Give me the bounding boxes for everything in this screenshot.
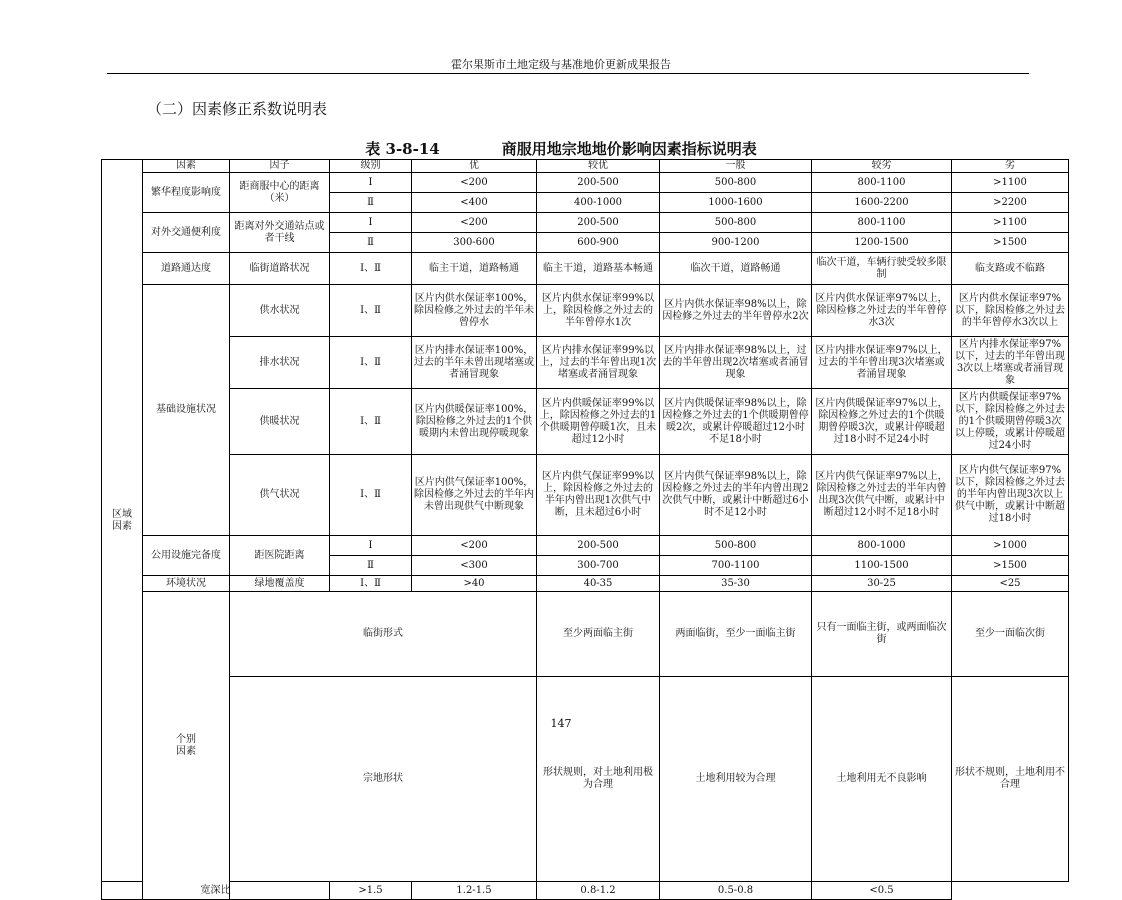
group-individual: 个别 因素 [143,592,230,900]
individual-parcel-shape: 宗地形状 [230,677,537,882]
value-cell: 临支路或不临路 [952,253,1069,285]
value-cell: 900-1200 [660,233,812,253]
value-cell: <25 [952,576,1069,592]
group-regional: 区域 因素 [102,160,143,882]
value-cell: 区片内供气保证率97%以下，除因检修之外过去的半年内曾出现3次以上供气中断，或累计中断超过18小时 [952,455,1069,536]
value-cell: 至少一面临次街 [952,592,1069,677]
level-cell: Ⅰ [330,536,412,556]
value-cell: 0.5-0.8 [660,882,812,900]
value-cell: 0.8-1.2 [537,882,660,900]
value-cell: 800-1000 [812,536,952,556]
value-cell: 300-600 [412,233,537,253]
factor-road-access: 道路通达度 [143,253,230,285]
value-cell: 500-800 [660,173,812,193]
value-cell: 区片内供水保证率99%以上，除因检修之外过去的半年曾停水1次 [537,285,660,337]
col-bad: 劣 [952,160,1069,173]
individual-width-depth: 宽深比 [102,882,330,900]
table-header-row [102,160,1069,173]
col-subfactor: 因子 [230,160,330,173]
level-cell: Ⅰ、Ⅱ [330,285,412,337]
value-cell: 区片内供气保证率97%以上，除因检修之外过去的半年内曾出现3次供气中断，或累计中断超过12小时不足18小时 [812,455,952,536]
value-cell: 区片内供气保证率100%，除因检修之外过去的半年内未曾出现供气中断现象 [412,455,537,536]
value-cell: >2200 [952,193,1069,213]
value-cell: 1.2-1.5 [412,882,537,900]
col-excellent: 优 [412,160,537,173]
value-cell: 区片内供暖保证率100%，除因检修之外过去的1个供暖期内未曾出现停暖现象 [412,389,537,455]
subfactor-hospital-distance: 距医院距离 [230,536,330,576]
factor-environment: 环境状况 [143,576,230,592]
value-cell: 至少两面临主街 [537,592,660,677]
value-cell: <200 [412,536,537,556]
value-cell: 200-500 [537,173,660,193]
col-level: 级别 [330,160,412,173]
table-row [102,536,1069,556]
value-cell: 临主干道，道路基本畅通 [537,253,660,285]
value-cell: 区片内供水保证率100%，除因检修之外过去的半年未曾停水 [412,285,537,337]
value-cell: >1500 [952,233,1069,253]
table-row [102,389,1069,455]
table-row [102,337,1069,389]
value-cell: 区片内排水保证率98%以上，过去的半年曾出现2次堵塞或者涌冒现象 [660,337,812,389]
value-cell: 区片内供气保证率99%以上，除因检修之外过去的半年内曾出现1次供气中断，且未超过6小时 [537,455,660,536]
subfactor-heating: 供暖状况 [230,389,330,455]
table-row [102,576,1069,592]
value-cell: 400-1000 [537,193,660,213]
value-cell: <200 [412,173,537,193]
subfactor-distance-commercial: 距商服中心的距离（米） [230,173,330,213]
value-cell: 临次干道，车辆行驶受较多限制 [812,253,952,285]
value-cell: 形状不规则，土地利用不合理 [952,677,1069,882]
factor-infrastructure: 基础设施状况 [143,285,230,536]
page-number: 147 [550,717,572,730]
value-cell: 1600-2200 [812,193,952,213]
header-rule [107,73,1029,74]
table-title: 商服用地宗地地价影响因素指标说明表 [501,140,757,158]
value-cell: >1000 [952,536,1069,556]
subfactor-street-condition: 临街道路状况 [230,253,330,285]
factor-public-facilities: 公用设施完备度 [143,536,230,576]
value-cell: 200-500 [537,213,660,233]
value-cell: 500-800 [660,536,812,556]
individual-frontage: 临街形式 [230,592,537,677]
level-cell: Ⅱ [330,233,412,253]
table-row [102,592,1069,677]
value-cell: 区片内供水保证率98%以上，除因检修之外过去的半年曾停水2次 [660,285,812,337]
table-row [102,285,1069,337]
level-cell: Ⅰ [330,213,412,233]
value-cell: 区片内排水保证率97%以下，过去的半年曾出现3次以上堵塞或者涌冒现象 [952,337,1069,389]
value-cell: >40 [412,576,537,592]
level-cell: Ⅰ、Ⅱ [330,253,412,285]
level-cell: Ⅰ、Ⅱ [330,455,412,536]
col-poor: 较劣 [812,160,952,173]
col-average: 一般 [660,160,812,173]
value-cell: 两面临街，至少一面临主街 [660,592,812,677]
value-cell: 1100-1500 [812,556,952,576]
table-row [102,677,1069,882]
value-cell: <300 [412,556,537,576]
value-cell: 800-1100 [812,173,952,193]
table-caption [0,138,1122,159]
value-cell: <0.5 [812,882,952,900]
value-cell: 1200-1500 [812,233,952,253]
subfactor-distance-transport: 距离对外交通站点或者干线 [230,213,330,253]
value-cell: >1100 [952,173,1069,193]
level-cell: Ⅰ、Ⅱ [330,389,412,455]
value-cell: <400 [412,193,537,213]
value-cell: 只有一面临主街，或两面临次街 [812,592,952,677]
value-cell: 700-1100 [660,556,812,576]
value-cell: 200-500 [537,536,660,556]
running-header: 霍尔果斯市土地定级与基准地价更新成果报告 [451,58,671,71]
factor-traffic: 对外交通便利度 [143,213,230,253]
table-row [102,253,1069,285]
value-cell: 临次干道，道路畅通 [660,253,812,285]
value-cell: >1.5 [330,882,412,900]
subfactor-green-coverage: 绿地覆盖度 [230,576,330,592]
value-cell: 形状规则，对土地利用极为合理 [537,677,660,882]
value-cell: 600-900 [537,233,660,253]
col-factor: 因素 [143,160,230,173]
level-cell: Ⅰ、Ⅱ [330,576,412,592]
value-cell: 区片内排水保证率100%，过去的半年未曾出现堵塞或者涌冒现象 [412,337,537,389]
value-cell: 800-1100 [812,213,952,233]
factor-table [101,159,1069,900]
value-cell: 区片内供水保证率97%以下，除因检修之外过去的半年曾停水3次以上 [952,285,1069,337]
col-good: 较优 [537,160,660,173]
section-title: （二）因素修正系数说明表 [147,100,328,118]
value-cell: 30-25 [812,576,952,592]
value-cell: 区片内供气保证率98%以上，除因检修之外过去的半年内曾出现2次供气中断，或累计中断超过6小时不足12小时 [660,455,812,536]
level-cell: Ⅱ [330,193,412,213]
table-row [102,213,1069,233]
value-cell: 区片内排水保证率97%以上，过去的半年曾出现3次堵塞或者涌冒现象 [812,337,952,389]
level-cell: Ⅱ [330,556,412,576]
value-cell: 区片内供水保证率97%以上，除因检修之外过去的半年曾停水3次 [812,285,952,337]
factor-prosperity: 繁华程度影响度 [143,173,230,213]
value-cell: 区片内供暖保证率97%以下，除因检修之外过去的1个供暖期曾停暖3次以上停暖，或累计停暖超过24小时 [952,389,1069,455]
table-row [102,882,1069,900]
table-row [102,455,1069,536]
level-cell: Ⅰ [330,173,412,193]
value-cell: 区片内排水保证率99%以上，过去的半年曾出现1次堵塞或者涌冒现象 [537,337,660,389]
value-cell: 区片内供暖保证率97%以上，除因检修之外过去的1个供暖期曾停暖3次，或累计停暖超过18小时不足24小时 [812,389,952,455]
level-cell: Ⅰ、Ⅱ [330,337,412,389]
value-cell: 35-30 [660,576,812,592]
value-cell: 300-700 [537,556,660,576]
table-row [102,173,1069,193]
value-cell: 土地利用较为合理 [660,677,812,882]
subfactor-water-supply: 供水状况 [230,285,330,337]
subfactor-gas-supply: 供气状况 [230,455,330,536]
value-cell: 区片内供暖保证率98%以上，除因检修之外过去的1个供暖期曾停暖2次，或累计停暖超过12小时不足18小时 [660,389,812,455]
value-cell: 40-35 [537,576,660,592]
value-cell: <200 [412,213,537,233]
value-cell: >1100 [952,213,1069,233]
value-cell: 1000-1600 [660,193,812,213]
subfactor-drainage: 排水状况 [230,337,330,389]
value-cell: 土地利用无不良影响 [812,677,952,882]
value-cell: >1500 [952,556,1069,576]
value-cell: 区片内供暖保证率99%以上，除因检修之外过去的1个供暖期曾停暖1次，且未超过12小时 [537,389,660,455]
value-cell: 500-800 [660,213,812,233]
table-number: 表 3-8-14 [365,140,440,158]
value-cell: 临主干道，道路畅通 [412,253,537,285]
